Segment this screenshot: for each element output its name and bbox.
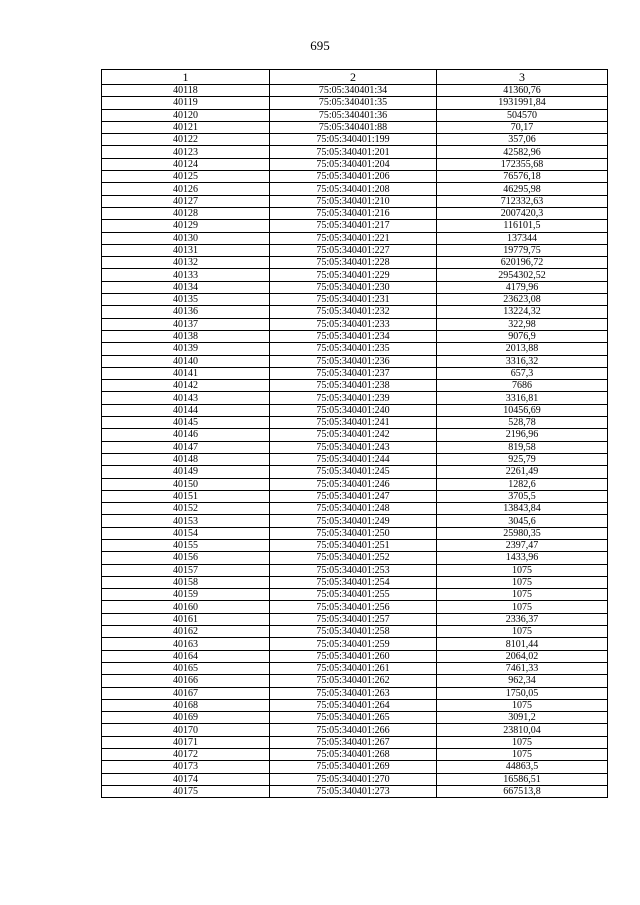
row-number-cell: 40165 [102, 662, 270, 674]
table-row [102, 527, 608, 539]
row-number-cell: 40164 [102, 650, 270, 662]
row-number-cell: 40149 [102, 466, 270, 478]
row-number-cell: 40157 [102, 564, 270, 576]
table-row [102, 171, 608, 183]
cadastral-number-cell: 75:05:340401:266 [270, 724, 437, 736]
table-row [102, 417, 608, 429]
value-cell: 712332,63 [437, 195, 608, 207]
table-row [102, 601, 608, 613]
value-cell: 1075 [437, 601, 608, 613]
row-number-cell: 40118 [102, 85, 270, 97]
table-row [102, 515, 608, 527]
value-cell: 3091,2 [437, 712, 608, 724]
column-header-3: 3 [437, 70, 608, 85]
cadastral-number-cell: 75:05:340401:237 [270, 367, 437, 379]
table-row [102, 576, 608, 588]
row-number-cell: 40169 [102, 712, 270, 724]
value-cell: 1433,96 [437, 552, 608, 564]
table-row [102, 183, 608, 195]
cadastral-number-cell: 75:05:340401:242 [270, 429, 437, 441]
table-row [102, 589, 608, 601]
cadastral-number-cell: 75:05:340401:247 [270, 490, 437, 502]
value-cell: 2397,47 [437, 539, 608, 551]
value-cell: 46295,98 [437, 183, 608, 195]
cadastral-number-cell: 75:05:340401:246 [270, 478, 437, 490]
row-number-cell: 40152 [102, 503, 270, 515]
value-cell: 7686 [437, 380, 608, 392]
row-number-cell: 40159 [102, 589, 270, 601]
row-number-cell: 40150 [102, 478, 270, 490]
table-row [102, 85, 608, 97]
cadastral-number-cell: 75:05:340401:265 [270, 712, 437, 724]
cadastral-number-cell: 75:05:340401:250 [270, 527, 437, 539]
row-number-cell: 40148 [102, 453, 270, 465]
value-cell: 1075 [437, 699, 608, 711]
row-number-cell: 40143 [102, 392, 270, 404]
row-number-cell: 40128 [102, 207, 270, 219]
table-row [102, 564, 608, 576]
table-row [102, 294, 608, 306]
table-row [102, 662, 608, 674]
value-cell: 9076,9 [437, 330, 608, 342]
cadastral-number-cell: 75:05:340401:240 [270, 404, 437, 416]
value-cell: 137344 [437, 232, 608, 244]
row-number-cell: 40131 [102, 244, 270, 256]
table-row [102, 441, 608, 453]
table-row [102, 613, 608, 625]
cadastral-number-cell: 75:05:340401:36 [270, 109, 437, 121]
row-number-cell: 40127 [102, 195, 270, 207]
value-cell: 1075 [437, 626, 608, 638]
value-cell: 2007420,3 [437, 207, 608, 219]
table-row [102, 269, 608, 281]
cadastral-number-cell: 75:05:340401:241 [270, 417, 437, 429]
table-row [102, 257, 608, 269]
table-row [102, 490, 608, 502]
value-cell: 23810,04 [437, 724, 608, 736]
value-cell: 4179,96 [437, 281, 608, 293]
value-cell: 3045,6 [437, 515, 608, 527]
row-number-cell: 40170 [102, 724, 270, 736]
cadastral-number-cell: 75:05:340401:249 [270, 515, 437, 527]
table-row [102, 539, 608, 551]
cadastral-number-cell: 75:05:340401:230 [270, 281, 437, 293]
cadastral-number-cell: 75:05:340401:216 [270, 207, 437, 219]
cadastral-number-cell: 75:05:340401:236 [270, 355, 437, 367]
table-row [102, 699, 608, 711]
row-number-cell: 40137 [102, 318, 270, 330]
table-row [102, 404, 608, 416]
cadastral-number-cell: 75:05:340401:206 [270, 171, 437, 183]
table-row [102, 687, 608, 699]
table-row [102, 773, 608, 785]
value-cell: 1075 [437, 576, 608, 588]
table-row [102, 712, 608, 724]
table-row [102, 195, 608, 207]
cadastral-number-cell: 75:05:340401:228 [270, 257, 437, 269]
value-cell: 13224,32 [437, 306, 608, 318]
table-row [102, 367, 608, 379]
value-cell: 8101,44 [437, 638, 608, 650]
column-header-2: 2 [270, 70, 437, 85]
row-number-cell: 40138 [102, 330, 270, 342]
row-number-cell: 40171 [102, 736, 270, 748]
table-row [102, 109, 608, 121]
table-body [102, 85, 608, 798]
table-row [102, 146, 608, 158]
cadastral-number-cell: 75:05:340401:270 [270, 773, 437, 785]
cadastral-number-cell: 75:05:340401:238 [270, 380, 437, 392]
table-row [102, 638, 608, 650]
table-row [102, 429, 608, 441]
table-row [102, 220, 608, 232]
cadastral-number-cell: 75:05:340401:273 [270, 785, 437, 797]
value-cell: 3316,32 [437, 355, 608, 367]
table-row [102, 650, 608, 662]
row-number-cell: 40147 [102, 441, 270, 453]
cadastral-number-cell: 75:05:340401:244 [270, 453, 437, 465]
value-cell: 2013,88 [437, 343, 608, 355]
cadastral-number-cell: 75:05:340401:243 [270, 441, 437, 453]
cadastral-number-cell: 75:05:340401:201 [270, 146, 437, 158]
table-row [102, 749, 608, 761]
cadastral-number-cell: 75:05:340401:204 [270, 158, 437, 170]
table-row [102, 355, 608, 367]
cadastral-number-cell: 75:05:340401:259 [270, 638, 437, 650]
cadastral-number-cell: 75:05:340401:245 [270, 466, 437, 478]
table-row [102, 330, 608, 342]
value-cell: 19779,75 [437, 244, 608, 256]
value-cell: 76576,18 [437, 171, 608, 183]
value-cell: 620196,72 [437, 257, 608, 269]
row-number-cell: 40145 [102, 417, 270, 429]
cadastral-number-cell: 75:05:340401:253 [270, 564, 437, 576]
value-cell: 322,98 [437, 318, 608, 330]
cadastral-number-cell: 75:05:340401:264 [270, 699, 437, 711]
row-number-cell: 40122 [102, 134, 270, 146]
value-cell: 23623,08 [437, 294, 608, 306]
cadastral-number-cell: 75:05:340401:232 [270, 306, 437, 318]
table-row [102, 380, 608, 392]
row-number-cell: 40163 [102, 638, 270, 650]
cadastral-number-cell: 75:05:340401:227 [270, 244, 437, 256]
header-row [102, 70, 608, 85]
table-row [102, 232, 608, 244]
cadastral-number-cell: 75:05:340401:267 [270, 736, 437, 748]
cadastral-number-cell: 75:05:340401:256 [270, 601, 437, 613]
row-number-cell: 40141 [102, 367, 270, 379]
value-cell: 2064,02 [437, 650, 608, 662]
value-cell: 925,79 [437, 453, 608, 465]
row-number-cell: 40166 [102, 675, 270, 687]
table-header [102, 70, 608, 85]
row-number-cell: 40162 [102, 626, 270, 638]
cadastral-number-cell: 75:05:340401:268 [270, 749, 437, 761]
row-number-cell: 40161 [102, 613, 270, 625]
cadastral-number-cell: 75:05:340401:217 [270, 220, 437, 232]
cadastral-number-cell: 75:05:340401:199 [270, 134, 437, 146]
row-number-cell: 40158 [102, 576, 270, 588]
value-cell: 1075 [437, 589, 608, 601]
row-number-cell: 40174 [102, 773, 270, 785]
cadastral-number-cell: 75:05:340401:234 [270, 330, 437, 342]
cadastral-number-cell: 75:05:340401:260 [270, 650, 437, 662]
table-row [102, 121, 608, 133]
cadastral-number-cell: 75:05:340401:261 [270, 662, 437, 674]
row-number-cell: 40146 [102, 429, 270, 441]
cadastral-number-cell: 75:05:340401:252 [270, 552, 437, 564]
value-cell: 7461,33 [437, 662, 608, 674]
table-row [102, 97, 608, 109]
table-row [102, 552, 608, 564]
row-number-cell: 40153 [102, 515, 270, 527]
table-row [102, 724, 608, 736]
row-number-cell: 40139 [102, 343, 270, 355]
cadastral-number-cell: 75:05:340401:251 [270, 539, 437, 551]
value-cell: 1931991,84 [437, 97, 608, 109]
cadastral-number-cell: 75:05:340401:239 [270, 392, 437, 404]
data-table [101, 69, 608, 798]
row-number-cell: 40120 [102, 109, 270, 121]
value-cell: 25980,35 [437, 527, 608, 539]
row-number-cell: 40172 [102, 749, 270, 761]
row-number-cell: 40154 [102, 527, 270, 539]
value-cell: 357,06 [437, 134, 608, 146]
value-cell: 116101,5 [437, 220, 608, 232]
page-number: 695 [310, 38, 330, 53]
row-number-cell: 40129 [102, 220, 270, 232]
row-number-cell: 40167 [102, 687, 270, 699]
row-number-cell: 40151 [102, 490, 270, 502]
cadastral-number-cell: 75:05:340401:257 [270, 613, 437, 625]
table-row [102, 343, 608, 355]
value-cell: 42582,96 [437, 146, 608, 158]
value-cell: 504570 [437, 109, 608, 121]
table-row [102, 761, 608, 773]
value-cell: 528,78 [437, 417, 608, 429]
value-cell: 1075 [437, 736, 608, 748]
table-row [102, 392, 608, 404]
cadastral-number-cell: 75:05:340401:210 [270, 195, 437, 207]
row-number-cell: 40168 [102, 699, 270, 711]
table-row [102, 158, 608, 170]
value-cell: 172355,68 [437, 158, 608, 170]
row-number-cell: 40155 [102, 539, 270, 551]
table-row [102, 626, 608, 638]
cadastral-number-cell: 75:05:340401:262 [270, 675, 437, 687]
value-cell: 3705,5 [437, 490, 608, 502]
cadastral-number-cell: 75:05:340401:208 [270, 183, 437, 195]
cadastral-number-cell: 75:05:340401:221 [270, 232, 437, 244]
table-row [102, 134, 608, 146]
table-row [102, 478, 608, 490]
cadastral-number-cell: 75:05:340401:233 [270, 318, 437, 330]
value-cell: 13843,84 [437, 503, 608, 515]
table-row [102, 466, 608, 478]
value-cell: 1282,6 [437, 478, 608, 490]
row-number-cell: 40121 [102, 121, 270, 133]
cadastral-number-cell: 75:05:340401:254 [270, 576, 437, 588]
value-cell: 44863,5 [437, 761, 608, 773]
value-cell: 1075 [437, 564, 608, 576]
table-row [102, 207, 608, 219]
value-cell: 667513,8 [437, 785, 608, 797]
table-row [102, 736, 608, 748]
value-cell: 41360,76 [437, 85, 608, 97]
cadastral-number-cell: 75:05:340401:34 [270, 85, 437, 97]
row-number-cell: 40133 [102, 269, 270, 281]
value-cell: 1750,05 [437, 687, 608, 699]
row-number-cell: 40126 [102, 183, 270, 195]
row-number-cell: 40156 [102, 552, 270, 564]
cadastral-number-cell: 75:05:340401:248 [270, 503, 437, 515]
cadastral-number-cell: 75:05:340401:255 [270, 589, 437, 601]
value-cell: 16586,51 [437, 773, 608, 785]
row-number-cell: 40136 [102, 306, 270, 318]
cadastral-number-cell: 75:05:340401:263 [270, 687, 437, 699]
cadastral-number-cell: 75:05:340401:231 [270, 294, 437, 306]
cadastral-number-cell: 75:05:340401:229 [270, 269, 437, 281]
row-number-cell: 40144 [102, 404, 270, 416]
row-number-cell: 40123 [102, 146, 270, 158]
column-header-1: 1 [102, 70, 270, 85]
table-row [102, 318, 608, 330]
row-number-cell: 40135 [102, 294, 270, 306]
row-number-cell: 40119 [102, 97, 270, 109]
row-number-cell: 40125 [102, 171, 270, 183]
table-row [102, 503, 608, 515]
table-row [102, 453, 608, 465]
row-number-cell: 40160 [102, 601, 270, 613]
value-cell: 2261,49 [437, 466, 608, 478]
row-number-cell: 40124 [102, 158, 270, 170]
value-cell: 3316,81 [437, 392, 608, 404]
cadastral-number-cell: 75:05:340401:88 [270, 121, 437, 133]
table-row [102, 306, 608, 318]
value-cell: 962,34 [437, 675, 608, 687]
value-cell: 70,17 [437, 121, 608, 133]
table-row [102, 675, 608, 687]
table-row [102, 785, 608, 797]
value-cell: 10456,69 [437, 404, 608, 416]
table-row [102, 281, 608, 293]
cadastral-number-cell: 75:05:340401:235 [270, 343, 437, 355]
row-number-cell: 40140 [102, 355, 270, 367]
value-cell: 2336,37 [437, 613, 608, 625]
cadastral-number-cell: 75:05:340401:269 [270, 761, 437, 773]
value-cell: 2196,96 [437, 429, 608, 441]
value-cell: 2954302,52 [437, 269, 608, 281]
row-number-cell: 40134 [102, 281, 270, 293]
row-number-cell: 40175 [102, 785, 270, 797]
table-row [102, 244, 608, 256]
row-number-cell: 40130 [102, 232, 270, 244]
cadastral-number-cell: 75:05:340401:258 [270, 626, 437, 638]
row-number-cell: 40142 [102, 380, 270, 392]
value-cell: 657,3 [437, 367, 608, 379]
value-cell: 1075 [437, 749, 608, 761]
value-cell: 819,58 [437, 441, 608, 453]
cadastral-number-cell: 75:05:340401:35 [270, 97, 437, 109]
row-number-cell: 40173 [102, 761, 270, 773]
row-number-cell: 40132 [102, 257, 270, 269]
